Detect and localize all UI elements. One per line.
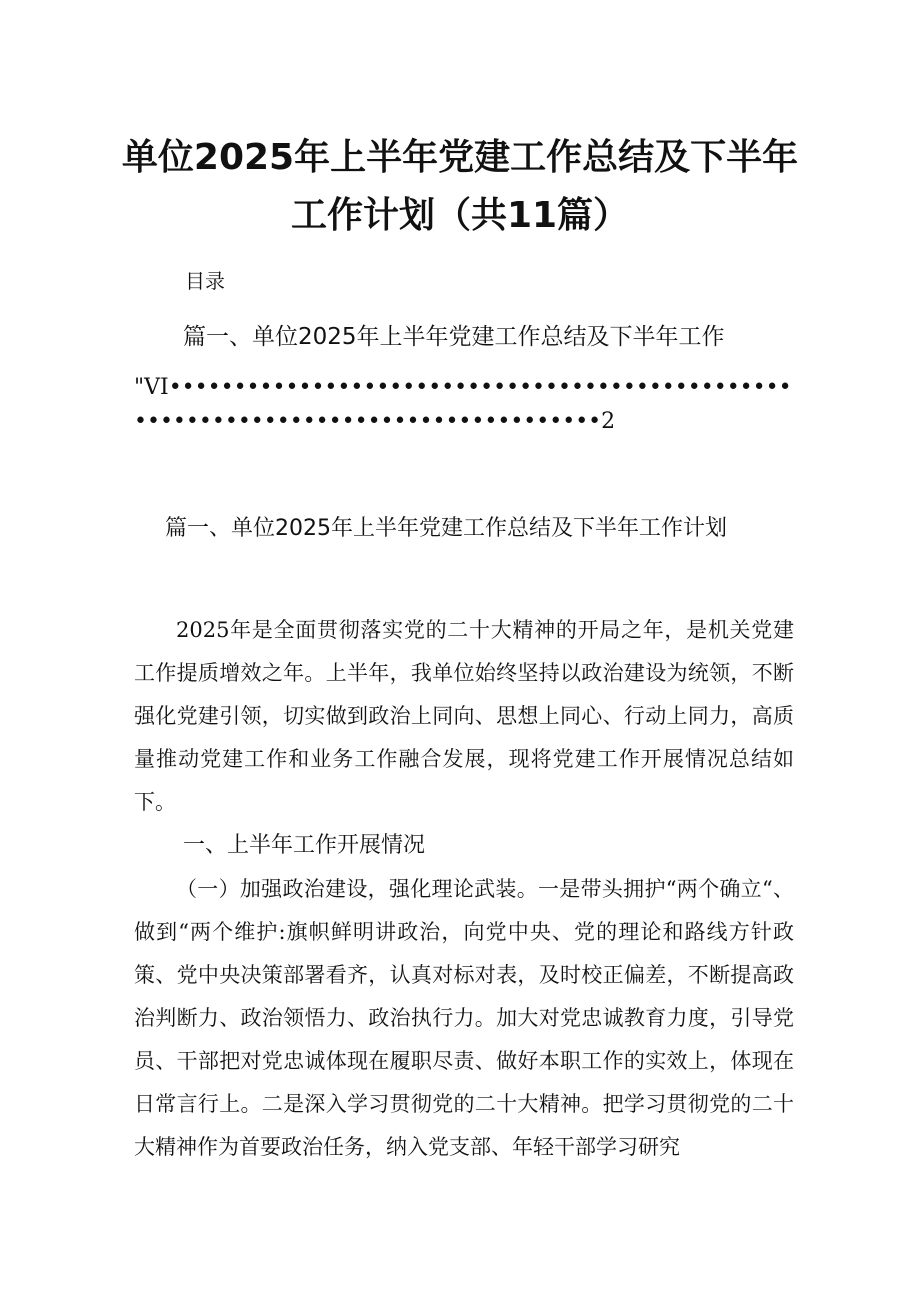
toc-label: 目录 [185, 269, 225, 293]
document-title-line-1: 单位2025年上半年党建工作总结及下半年 [121, 137, 799, 178]
sub-heading: 一、上半年工作开展情况 [183, 833, 426, 858]
toc-entry: 篇一、单位2025年上半年党建工作总结及下半年工作 [183, 324, 725, 350]
body-paragraph-2: （一）加强政治建设，强化理论武装。一是带头拥护“两个确立“、做到“两个维护:旗帜鲜明讲政治，向党中央、党的理论和路线方针政策、党中央决策部署看齐，认真对标对表，及时校正偏差，不断提高政治判断力、政治领悟力、政治执行力。加大对党忠诚教育力度，引导党员、干部把对党忠诚体现在履职尽责、做好本职工作的实效上，体现在日常言行上。二是深入学习贯彻党的二十大精神。把学习贯彻党的二十大精神作为首要政治任务，纳入党支部、年轻干部学习研究 [134, 877, 794, 1159]
toc-leader-dots: "VI••••••••••••••••••••••••••••••••••••••••••••••••••••••••••••••••••••••••••••••••••••2 [134, 375, 792, 434]
document-title-line-2: 工作计划（共11篇） [290, 195, 630, 236]
body-paragraph-1: 2025年是全面贯彻落实党的二十大精神的开局之年，是机关党建工作提质增效之年。上半年，我单位始终坚持以政治建设为统领，不断强化党建引领，切实做到政治上同向、思想上同心、行动上同力，高质量推动党建工作和业务工作融合发展，现将党建工作开展情况总结如下。 [134, 618, 794, 814]
section-heading: 篇一、单位2025年上半年党建工作总结及下半年工作计划 [165, 516, 727, 541]
